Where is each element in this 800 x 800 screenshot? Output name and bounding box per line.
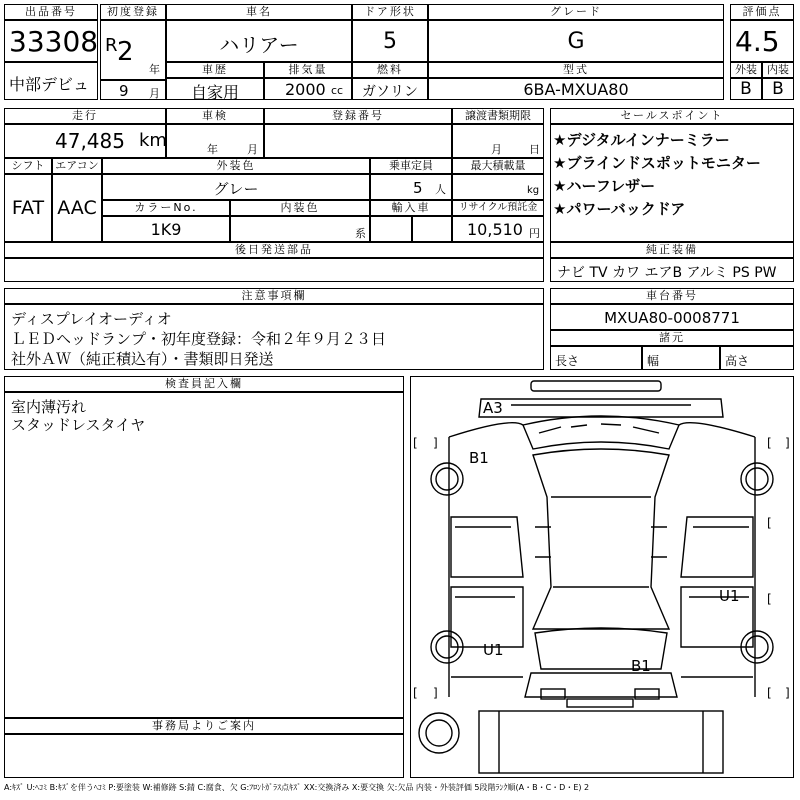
transfer-doc-cell (452, 124, 544, 158)
first-reg-header: 初度登録 (100, 4, 166, 20)
capacity: 5 (413, 179, 423, 197)
svg-text:[: [ (767, 592, 772, 606)
dimensions-header: 諸元 (550, 330, 794, 346)
chassis-no-cell (550, 304, 794, 330)
displacement-cell (264, 78, 352, 100)
chassis-no: MXUA80-0008771 (604, 309, 740, 327)
right-front-door (681, 517, 753, 577)
era: R (105, 35, 118, 56)
aircon-cell (52, 174, 102, 242)
left-rear-door (451, 587, 523, 647)
equipment: ナビ TV カワ エアB アルミ PS PW (557, 265, 777, 281)
car-name-cell (166, 20, 352, 62)
equipment-cell (550, 258, 794, 282)
inspection-cell (166, 124, 264, 158)
inspector-header: 検査員記入欄 (4, 376, 404, 392)
svg-text:[: [ (767, 516, 772, 530)
notes-header: 注意事項欄 (4, 288, 544, 304)
color-no: 1K9 (150, 220, 182, 239)
svg-text:]: ] (785, 436, 790, 450)
max-load-cell (452, 174, 544, 200)
max-load-header: 最大積載量 (452, 158, 544, 174)
note-line: 社外ＡＷ（純正積込有）・書類即日発送 (11, 350, 274, 368)
inspector-note: 室内薄汚れ (11, 398, 87, 416)
office-cell (4, 734, 404, 778)
underbody-box (479, 711, 723, 773)
ext-color-header: 外装色 (102, 158, 370, 174)
reg-no-cell (264, 124, 452, 158)
month-unit: 月 (149, 87, 160, 100)
rear-bumper-plate (567, 699, 633, 707)
shift-cell (4, 174, 52, 242)
rating-cell (730, 20, 794, 62)
capacity-cell (370, 174, 452, 200)
grade-cell (428, 20, 724, 62)
first-reg-cell (100, 20, 166, 80)
model-header: 型式 (428, 62, 724, 78)
recycle: 10,510 (467, 220, 523, 239)
interior-score-cell (762, 78, 794, 100)
reg-month: 9 (119, 82, 129, 100)
ext-color-cell (102, 174, 370, 200)
chassis-no-header: 車台番号 (550, 288, 794, 304)
svg-text:]: ] (785, 686, 790, 700)
mileage-cell (4, 124, 166, 158)
int-color-unit: 系 (355, 227, 366, 240)
inspection-month-unit: 月 (247, 143, 258, 156)
selling-point: ★ブラインドスポットモニター (553, 154, 761, 172)
load-unit: kg (527, 185, 540, 196)
reg-no-header: 登録番号 (264, 108, 452, 124)
inspection-header: 車検 (166, 108, 264, 124)
inspector-cell (4, 392, 404, 718)
venue: 中部デビュ (9, 75, 90, 94)
displacement: 2000 (285, 80, 326, 99)
lot-no-cell (4, 20, 98, 62)
int-color-header: 内装色 (230, 200, 370, 216)
car-name-header: 車名 (166, 4, 352, 20)
tailgate (525, 673, 677, 697)
int-color-cell (230, 216, 370, 242)
note-line: ＬＥＤヘッドランプ・初年度登録：令和２年９月２３日 (11, 330, 387, 348)
exterior-score: B (740, 79, 752, 99)
grade: G (567, 29, 585, 54)
mileage-header: 走行 (4, 108, 166, 124)
selling-points-cell (550, 124, 794, 242)
color-no-header: カラーNo. (102, 200, 230, 216)
lot-no-header: 出品番号 (4, 4, 98, 20)
equipment-header: 純正装備 (550, 242, 794, 258)
inspection-year-unit: 年 (207, 143, 218, 156)
selling-point: ★ハーフレザー (553, 177, 656, 195)
svg-text:[: [ (413, 686, 418, 700)
door: 5 (383, 29, 397, 54)
transfer-doc-header: 譲渡書類期限 (452, 108, 544, 124)
history-cell (166, 78, 264, 100)
first-reg-month-cell (100, 80, 166, 100)
damage-mark-a3: A3 (483, 399, 503, 417)
venue-cell (4, 62, 98, 100)
svg-text:]: ] (433, 436, 438, 450)
history: 自家用 (190, 83, 239, 102)
mileage: 47,485 (55, 129, 125, 153)
damage-mark-b1-rear: B1 (631, 657, 651, 675)
fuel-header: 燃料 (352, 62, 428, 78)
later-parts-cell (4, 258, 544, 282)
aircon: AAC (57, 197, 97, 219)
recycle-cell (452, 216, 544, 242)
right-rear-door (681, 587, 753, 647)
damage-mark-b1-front: B1 (469, 449, 489, 467)
rating: 4.5 (735, 25, 780, 58)
selling-points-header: セールスポイント (550, 108, 794, 124)
length-label: 長さ (555, 354, 580, 368)
ext-color: グレー (213, 180, 259, 198)
width-cell (642, 346, 720, 370)
interior-header: 内装 (762, 62, 794, 78)
length-cell (550, 346, 642, 370)
model: 6BA-MXUA80 (523, 80, 629, 99)
recycle-unit: 円 (529, 227, 540, 240)
legend: A:ｷｽﾞ U:ﾍｺﾐ B:ｷｽﾞを伴うﾍｺﾐ P:要塗装 W:補修跡 S:錆 C:腐食、欠 G:ﾌﾛﾝﾄｶﾞﾗｽ点ｷｽﾞ XX:交換済み X:要交換 欠:欠品 内装・外装評価 5段階ﾗﾝｸ順(A・B・C・D・E) 2 (4, 783, 590, 792)
selling-point: ★デジタルインナーミラー (553, 131, 730, 149)
mileage-unit: km (139, 130, 167, 151)
damage-diagram (410, 376, 794, 778)
svg-text:[: [ (767, 686, 772, 700)
rating-header: 評価点 (730, 4, 794, 20)
year-unit: 年 (149, 63, 160, 76)
capacity-unit: 人 (435, 183, 446, 196)
note-line: ディスプレイオーディオ (11, 310, 172, 328)
import-cell-b (412, 216, 452, 242)
height-label: 高さ (725, 354, 750, 368)
fuel: ガソリン (362, 84, 418, 100)
import-header: 輸入車 (370, 200, 452, 216)
import-cell-a (370, 216, 412, 242)
door-cell (352, 20, 428, 62)
displacement-header: 排気量 (264, 62, 352, 78)
transfer-day-unit: 日 (529, 143, 540, 156)
width-label: 幅 (647, 354, 660, 368)
height-cell (720, 346, 794, 370)
model-cell (428, 78, 724, 100)
office-header: 事務局よりご案内 (4, 718, 404, 734)
displacement-unit: cc (331, 84, 344, 97)
interior-score: B (772, 79, 784, 99)
damage-mark-u1-right: U1 (719, 587, 740, 605)
damage-mark-u1-left: U1 (483, 641, 504, 659)
transfer-month-unit: 月 (491, 143, 502, 156)
lot-no: 33308 (9, 25, 99, 58)
svg-text:]: ] (433, 686, 438, 700)
roof-outline (533, 449, 669, 629)
exterior-score-cell (730, 78, 762, 100)
inspector-note: スタッドレスタイヤ (11, 416, 146, 434)
car-name: ハリアー (219, 33, 299, 57)
exterior-header: 外装 (730, 62, 762, 78)
svg-text:[: [ (767, 436, 772, 450)
grade-header: グレード (428, 4, 724, 20)
history-header: 車歴 (166, 62, 264, 78)
capacity-header: 乗車定員 (370, 158, 452, 174)
svg-text:[: [ (413, 436, 418, 450)
later-parts-header: 後日発送部品 (4, 242, 544, 258)
reg-year: 2 (117, 37, 134, 67)
fuel-cell (352, 78, 428, 100)
car-diagram-svg (411, 377, 793, 777)
color-no-cell (102, 216, 230, 242)
spare-wheel (419, 713, 459, 753)
notes-cell (4, 304, 544, 370)
hood-outline (479, 399, 723, 417)
door-header: ドア形状 (352, 4, 428, 20)
left-front-door (451, 517, 523, 577)
front-bumper-shape (531, 381, 661, 391)
aircon-header: エアコン (52, 158, 102, 174)
recycle-header: リサイクル預託金 (452, 200, 544, 216)
selling-point: ★パワーバックドア (553, 200, 686, 218)
shift-header: シフト (4, 158, 52, 174)
shift: FAT (11, 197, 45, 219)
